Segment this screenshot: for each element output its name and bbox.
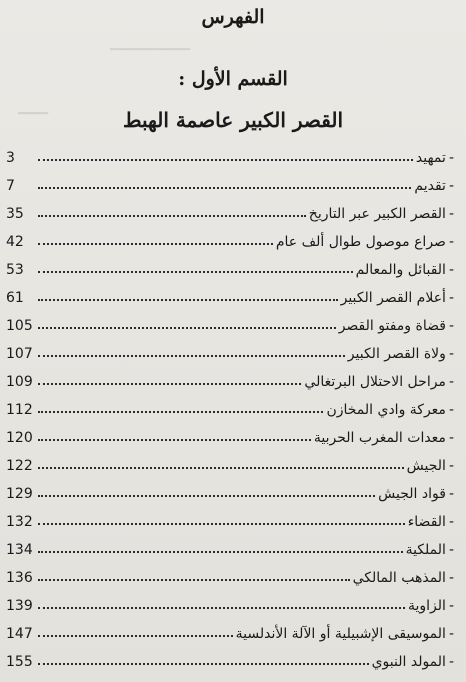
toc-entry [6,196,454,222]
toc-entry-page: 155 [6,654,33,670]
toc-entry-title: معركة وادي المخازن [326,402,446,418]
dot-leader [38,187,411,189]
toc-entry [6,644,454,670]
dot-leader [38,635,233,637]
bullet-mark: - [448,262,454,278]
toc-entry [6,224,454,250]
toc-entry [6,616,454,642]
toc-entry [6,308,454,334]
toc-entry-title: مراحل الاحتلال البرتغالي [304,374,446,390]
dot-leader [38,159,413,161]
toc-entry-page: 122 [6,458,33,474]
toc-entry-title: المولد النبوي [371,654,446,670]
dot-leader [38,299,338,301]
dot-leader [38,495,375,497]
toc-entry-page: 136 [6,570,33,586]
toc-entry-title: تقديم [414,178,446,194]
toc-entry-page: 105 [6,318,33,334]
toc-entry [6,476,454,502]
toc-entry-title: تمهيد [415,150,446,166]
bleed-through-text: ▁▁▁ [18,100,48,115]
toc-entry-title: الجيش [406,458,446,474]
bullet-mark: - [448,402,454,418]
toc-entry [6,392,454,418]
dot-leader [38,467,404,469]
section-heading: القسم الأول : [178,68,288,90]
toc-entry-page: 139 [6,598,33,614]
dot-leader [38,607,405,609]
toc-entry-page: 7 [6,178,15,194]
toc-entry-title: الزاوية [408,598,446,614]
dot-leader [38,439,311,441]
toc-entry-page: 129 [6,486,33,502]
toc-entry-title: صراع موصول طوال ألف عام [275,234,446,250]
toc-entry-page: 109 [6,374,33,390]
toc-entry-page: 53 [6,262,24,278]
section-subtitle: القصر الكبير عاصمة الهبط [122,108,344,132]
toc-entry [6,420,454,446]
bullet-mark: - [448,458,454,474]
toc-entry-page: 134 [6,542,33,558]
toc-entry-page: 3 [6,150,15,166]
bullet-mark: - [448,290,454,306]
bullet-mark: - [448,654,454,670]
bullet-mark: - [448,598,454,614]
toc-entry [6,532,454,558]
bullet-mark: - [448,374,454,390]
dot-leader [38,355,345,357]
toc-entry-title: قواد الجيش [378,486,446,502]
bullet-mark: - [448,570,454,586]
dot-leader [38,383,301,385]
bullet-mark: - [448,178,454,194]
dot-leader [38,551,403,553]
dot-leader [38,579,350,581]
toc-entry-page: 35 [6,206,24,222]
toc-entry [6,336,454,362]
bullet-mark: - [448,626,454,642]
toc-entry [6,168,454,194]
bullet-mark: - [448,150,454,166]
toc-entry [6,560,454,586]
toc-entry [6,140,454,166]
toc-entry-title: ولاة القصر الكبير [347,346,446,362]
bleed-through-text: ▁▁▁▁▁▁▁▁ [110,36,190,51]
toc-entry-page: 147 [6,626,33,642]
toc-entry-title: القصر الكبير عبر التاريخ [308,206,446,222]
dot-leader [38,327,336,329]
toc-entry-page: 132 [6,514,33,530]
toc-entry-title: القبائل والمعالم [355,262,446,278]
bullet-mark: - [448,486,454,502]
dot-leader [38,411,323,413]
toc-entry-page: 107 [6,346,33,362]
toc-entry-page: 42 [6,234,24,250]
bullet-mark: - [448,346,454,362]
toc-entry-title: المذهب المالكي [352,570,446,586]
toc-entry-page: 61 [6,290,24,306]
toc-entry-title: الموسيقى الإشبيلية أو الآلة الأندلسية [235,626,446,642]
dot-leader [38,271,353,273]
bullet-mark: - [448,514,454,530]
dot-leader [38,523,405,525]
bullet-mark: - [448,318,454,334]
toc-entry [6,504,454,530]
bullet-mark: - [448,234,454,250]
dot-leader [38,215,306,217]
dot-leader [38,663,369,665]
toc-entry-title: القضاء [407,514,446,530]
bullet-mark: - [448,430,454,446]
toc-entry [6,252,454,278]
toc-entry-title: أعلام القصر الكبير [340,290,446,306]
page-title: الفهرس [201,6,265,28]
toc-entry-page: 120 [6,430,33,446]
toc-entry-title: قضاة ومفتو القصر [338,318,446,334]
toc-entry-title: الملكية [405,542,446,558]
dot-leader [38,243,273,245]
bullet-mark: - [448,542,454,558]
toc-entry [6,280,454,306]
bullet-mark: - [448,206,454,222]
toc-entry-title: معدات المغرب الحربية [313,430,446,446]
toc-entry [6,364,454,390]
toc-entry [6,588,454,614]
toc-entry [6,448,454,474]
toc-entry-page: 112 [6,402,33,418]
